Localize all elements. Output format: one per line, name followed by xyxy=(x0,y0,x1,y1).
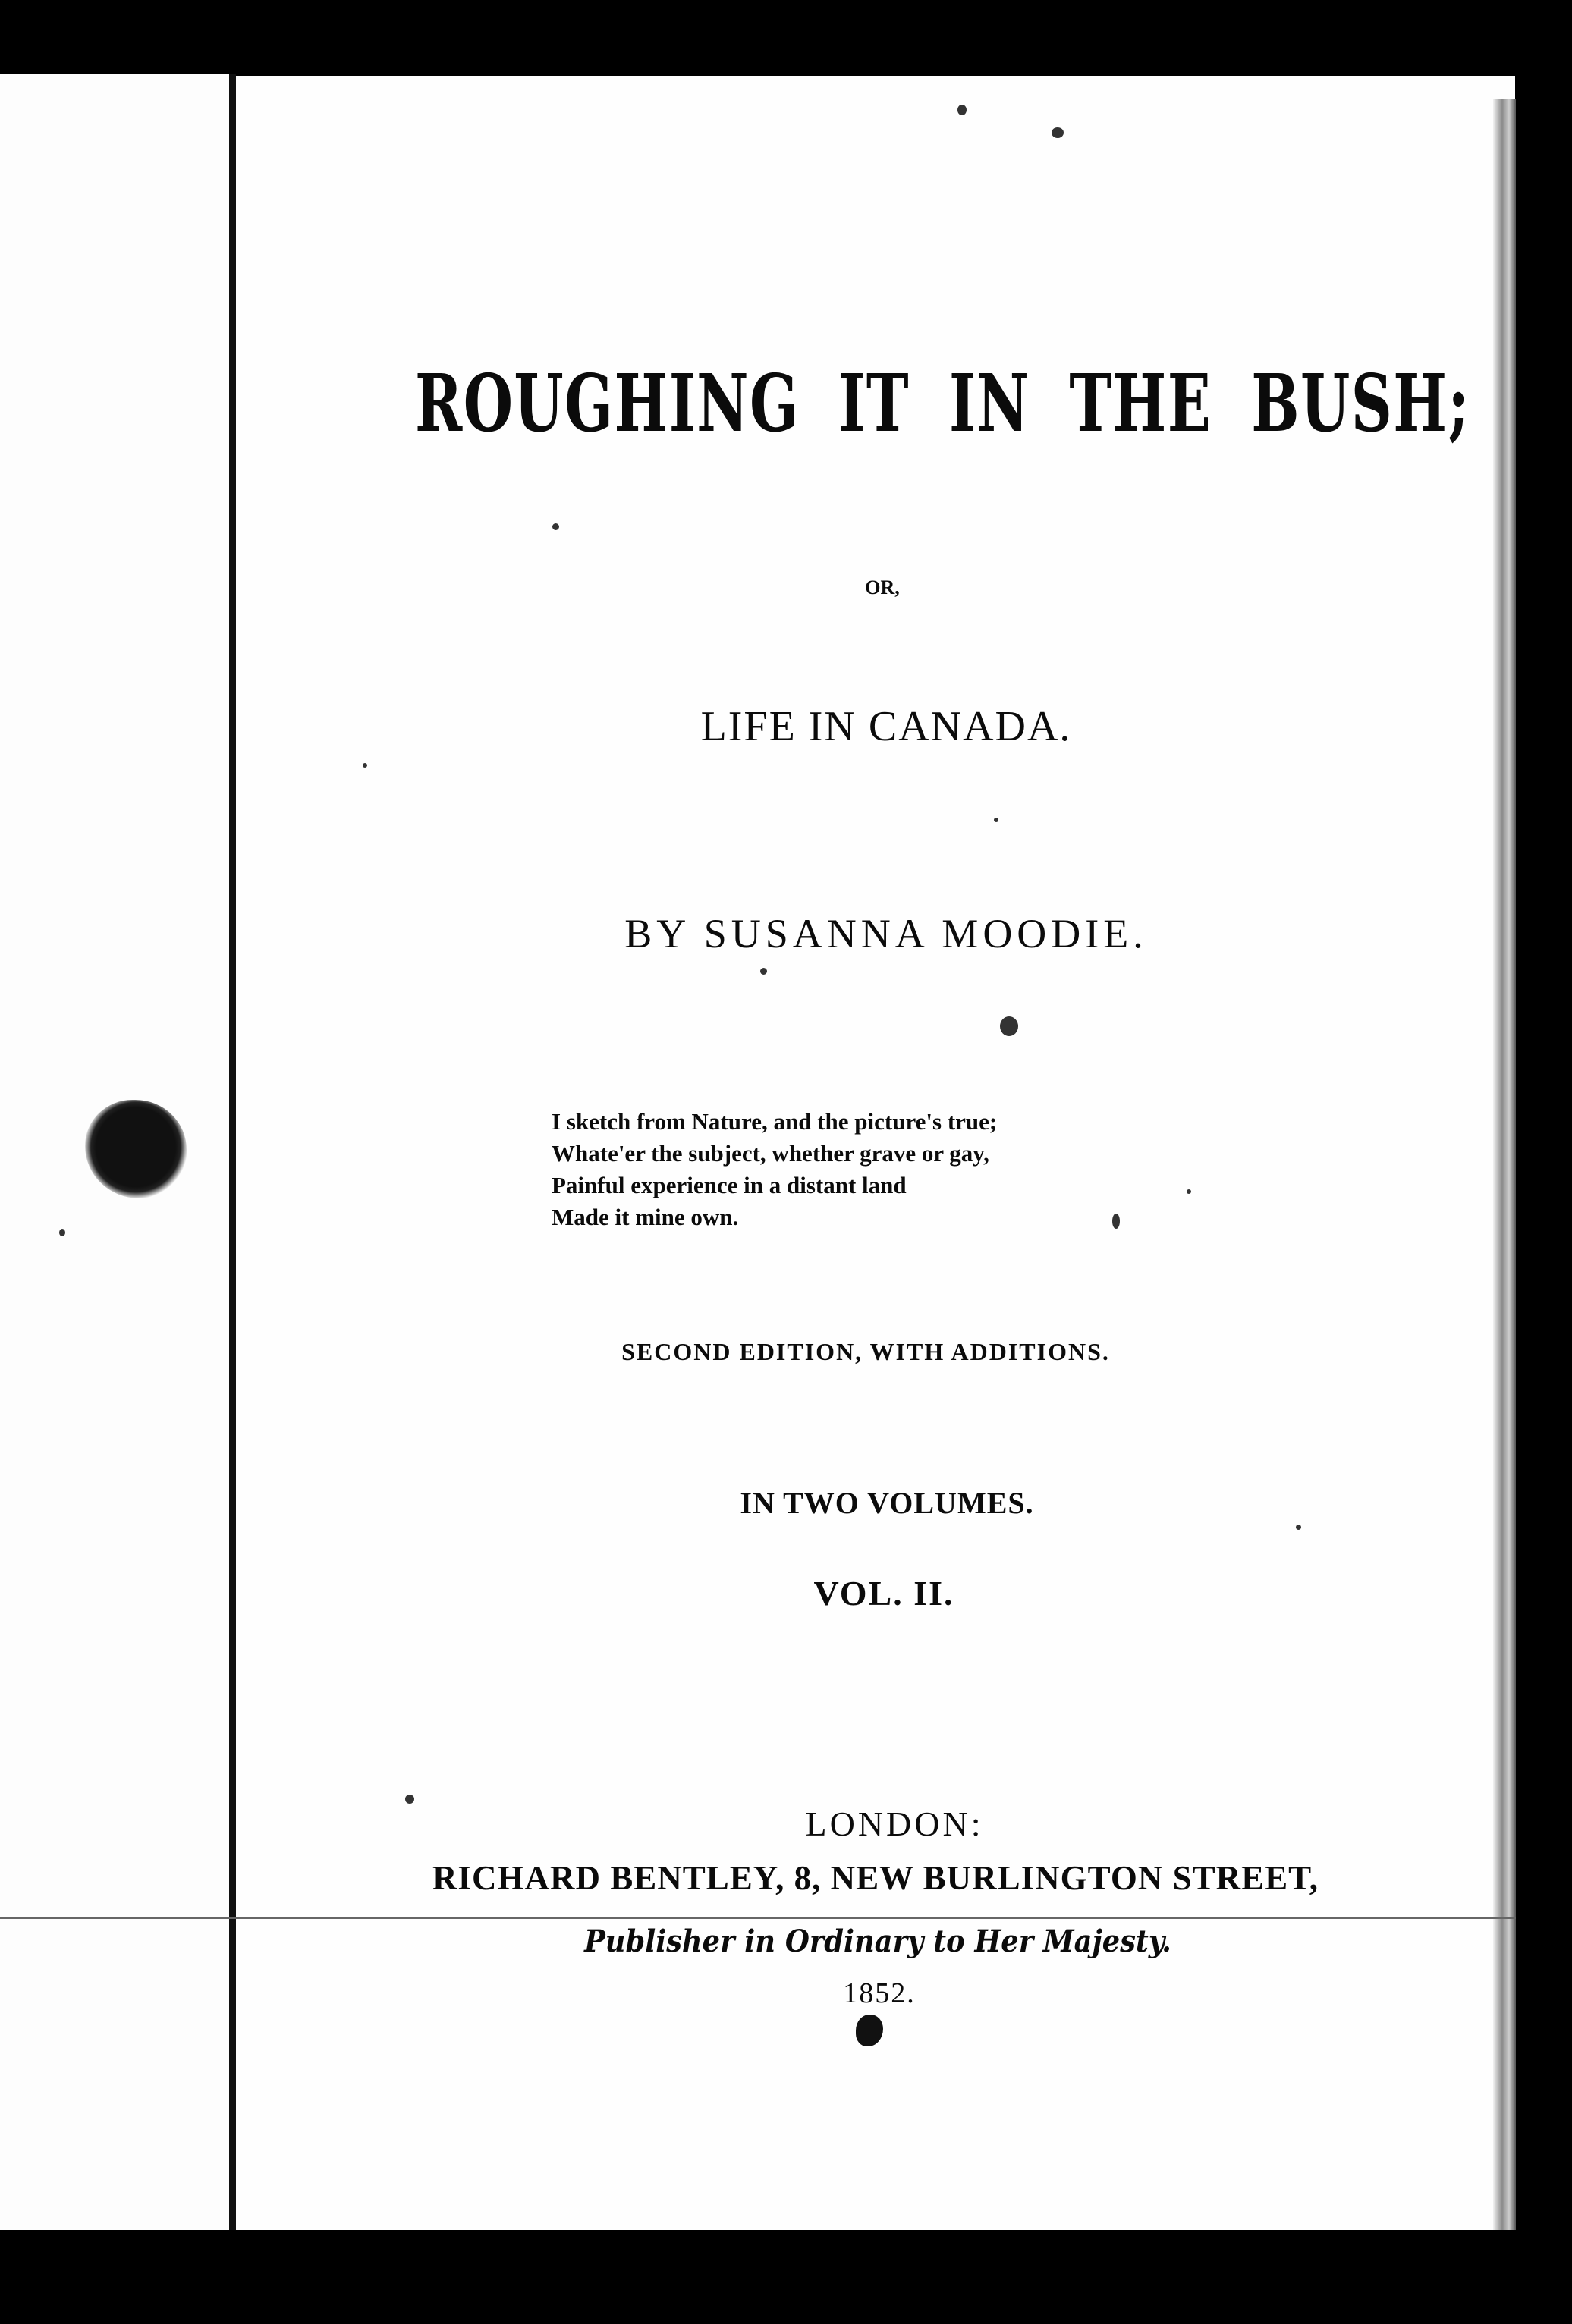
imprint-publisher: RICHARD BENTLEY, 8, NEW BURLINGTON STREET, xyxy=(432,1859,1319,1897)
scan-artifact-line xyxy=(0,1917,1516,1919)
book-subtitle: LIFE IN CANADA. xyxy=(700,703,1072,750)
gutter-line xyxy=(229,74,236,2230)
author-line: BY SUSANNA MOODIE. xyxy=(624,911,1148,956)
edition-line: SECOND EDITION, WITH ADDITIONS. xyxy=(621,1338,1110,1365)
speck xyxy=(1052,127,1064,138)
speck xyxy=(994,818,998,822)
epigraph-line: Painful experience in a distant land xyxy=(552,1172,907,1198)
speck xyxy=(363,763,367,768)
speck xyxy=(405,1795,414,1804)
page-edge-shadow xyxy=(1493,99,1516,2230)
speck xyxy=(1296,1525,1301,1530)
speck xyxy=(957,105,967,115)
speck xyxy=(1000,1016,1018,1036)
speck xyxy=(59,1229,65,1236)
speck xyxy=(760,968,767,975)
speck xyxy=(552,523,559,530)
volume-number: VOL. II. xyxy=(813,1574,954,1613)
epigraph-line: Whate'er the subject, whether grave or gay, xyxy=(552,1140,989,1167)
volumes-line: IN TWO VOLUMES. xyxy=(740,1486,1034,1520)
imprint-publisher-title: Publisher in Ordinary to Her Majesty. xyxy=(584,1924,1171,1959)
speck xyxy=(1112,1214,1120,1229)
epigraph-line: Made it mine own. xyxy=(552,1204,739,1230)
epigraph-line: I sketch from Nature, and the picture's true; xyxy=(552,1108,998,1135)
title-connector: OR, xyxy=(865,576,900,598)
epigraph xyxy=(552,1106,997,1233)
imprint-year: 1852. xyxy=(843,1977,916,2009)
imprint-city: LONDON: xyxy=(805,1804,984,1843)
speck xyxy=(1187,1189,1191,1194)
book-title: ROUGHING IT IN THE BUSH; xyxy=(415,356,1470,450)
